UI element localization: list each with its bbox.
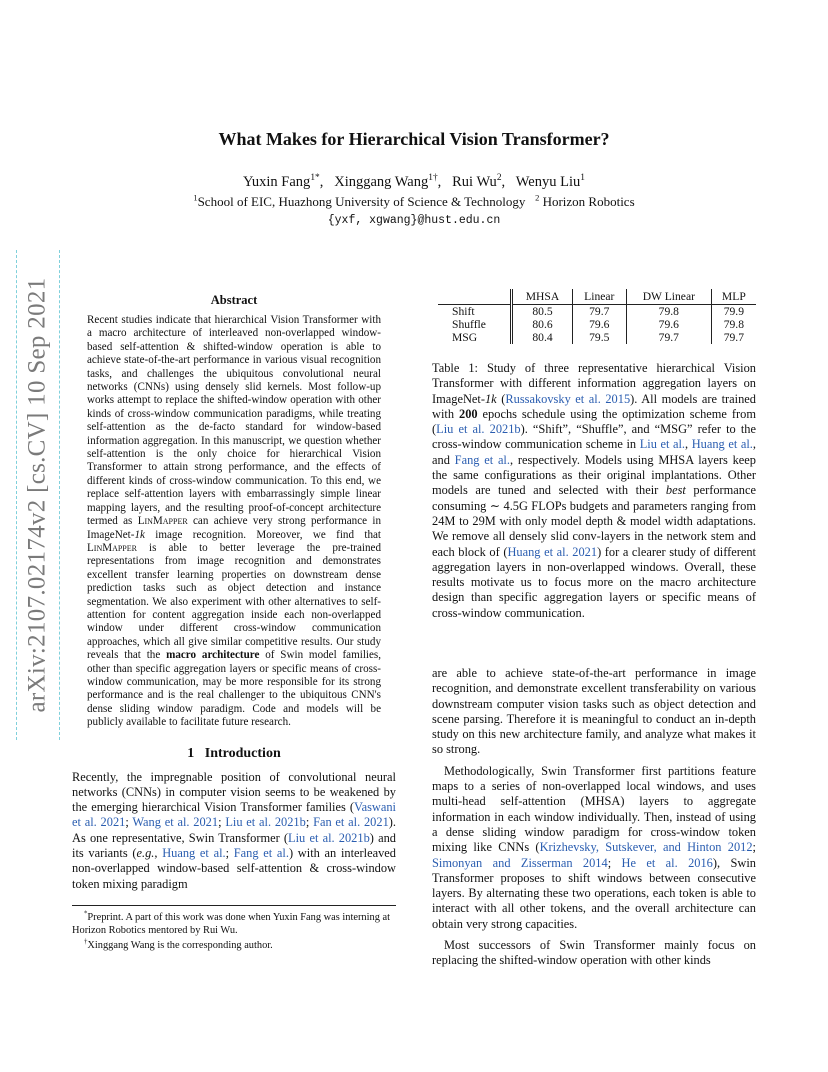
author-name: Yuxin Fang <box>243 174 311 190</box>
citation-link[interactable]: Liu et al. 2021b <box>225 815 306 830</box>
text: ; <box>125 815 133 830</box>
table-cell: 79.8 <box>626 305 711 319</box>
text: ), Swin Transformer proposes to shift windows between consecutive layers. By alternating these two operations, each token is able to interact with all other tokens, and the overall architecture can obtain very strong capacities. <box>432 855 756 931</box>
affiliation-1: School of EIC, Huazhong University of Science & Technology <box>197 194 526 209</box>
abstract-part: can achieve very strong performance in ImageNet- <box>87 515 381 541</box>
text: to <box>455 513 473 528</box>
body-paragraph: are able to achieve state-of-the-art performance in image recognition, and demonstrate excellent transferability on various downstream computer vision tasks such as object detection and scene parsing. Therefore it is meaningful to conduct an in-depth study on this new architecture family, and analyze what makes it so strong. <box>432 666 756 757</box>
paper-title: What Makes for Hierarchical Vision Transformer? <box>218 129 610 149</box>
section-heading <box>72 746 396 762</box>
citation-link[interactable]: Liu et al. 2021b <box>288 830 370 845</box>
author-mark: 2 <box>496 173 502 184</box>
table-header-cell: MHSA <box>512 289 572 305</box>
footnote-mark: † <box>84 938 88 946</box>
text: Methodologically, Swin Transformer first partitions feature maps to a series of non-overlapped local windows, and uses multi-head self-attention (MHSA) layers to aggregate information in each window individually. Then, instead of using a dense sliding window paradigm for cross-window token mixing like CNNs ( <box>432 763 756 855</box>
footnote-1 <box>72 911 396 937</box>
author-mark: 1* <box>310 173 320 184</box>
text: ; <box>225 846 234 861</box>
citation-link[interactable]: Huang et al. <box>162 846 226 861</box>
math-k: 1k <box>484 391 497 406</box>
citation-link[interactable]: Huang et al. <box>691 437 753 452</box>
text: ( <box>496 391 506 406</box>
footnote-2 <box>72 939 396 952</box>
arxiv-stamp-text: arXiv:2107.02174v2 [cs.CV] 10 Sep 2021 <box>23 277 51 713</box>
intro-paragraph <box>72 770 396 892</box>
citation-link[interactable]: Fang et al. <box>233 846 289 861</box>
table-row-label: Shift <box>438 305 512 319</box>
text: ) with an interleaved non-overlapped window-based self-attention & cross-window token mixing paradigm <box>72 846 396 891</box>
text: ; <box>752 840 756 855</box>
table-header-cell <box>438 289 512 305</box>
table-header-cell: MLP <box>711 289 756 305</box>
abstract-bold: macro architecture <box>166 649 260 662</box>
affil-mark: 1 <box>193 192 198 203</box>
math-params: 29M <box>472 513 496 528</box>
table-header-row <box>438 289 756 305</box>
text: with only model depth & model width adaptations. We remove all densely slid conv-layers in the network stem and each block of ( <box>432 513 756 559</box>
abstract-heading: Abstract <box>210 293 258 307</box>
left-column <box>72 293 396 892</box>
author-name: Xinggang Wang <box>334 174 429 190</box>
table-cell: 79.5 <box>572 331 626 344</box>
citation-link[interactable]: Simonyan and Zisserman 2014 <box>432 855 608 870</box>
text: epochs schedule using the optimization scheme from ( <box>432 406 756 437</box>
abstract-text <box>87 314 381 730</box>
text: FLOPs budgets and parameters ranging from <box>527 498 756 513</box>
table-row <box>438 305 756 319</box>
table-cell: 80.6 <box>512 318 572 331</box>
results-table <box>438 289 756 344</box>
text: , respectively. Models using MHSA layers keep the same configurations as their original implantations. Other models are tuned and selected with their <box>432 452 756 498</box>
author-email: {yxf, xgwang}@hust.edu.cn <box>327 214 501 227</box>
affiliation-2: Horizon Robotics <box>542 194 635 209</box>
affil-mark: 2 <box>535 192 540 203</box>
affiliations <box>0 194 828 210</box>
text: , and <box>432 437 756 467</box>
citation-link[interactable]: He et al. 2016 <box>621 855 713 870</box>
text: ; <box>607 855 622 870</box>
text: ; <box>218 815 226 830</box>
footnote-text: Preprint. A part of this work was done when Yuxin Fang was interning at Horizon Robotics mentored by Rui Wu. <box>72 912 391 936</box>
citation-link[interactable]: Liu et al. 2021b <box>436 422 521 437</box>
abstract-part: Recent studies indicate that hierarchical Vision Transformer with a macro architecture of interleaved non-overlapped window-based self-attention & shifted-window operation is able to achieve state-of-the-art performance in various visual recognition tasks, and challenges the ubiquitous convolutional neural networks (CNNs) using densely slid kernels. Most follow-up works attempt to replace the shifted-window operation with other kinds of cross-window communication paradigms, while treating self-attention as the de-facto standard for window-based information aggregation. In this manuscript, we question whether self-attention is the only choice for hierarchical Vision Transformer to attain strong performance, and the effects of different kinds of cross-window communication. To this end, we replace self-attention layers with embarrassingly simple linear mapping layers, and the resulting proof-of-concept architecture termed as <box>87 314 381 528</box>
footnote-mark: * <box>84 910 88 918</box>
table-cell: 79.6 <box>572 318 626 331</box>
arxiv-stamp <box>22 250 52 740</box>
footnote-text: Xinggang Wang is the corresponding author. <box>87 940 273 951</box>
footnotes <box>72 905 396 952</box>
math-params: 24M <box>432 513 456 528</box>
body-paragraph: Most successors of Swin Transformer mainly focus on replacing the shifted-window operation with other kinds <box>432 938 756 968</box>
method-name: LinMapper <box>87 541 137 554</box>
table-row-label: Shuffle <box>438 318 512 331</box>
section-number: 1 <box>187 745 195 761</box>
abstract-part: of Swin model families, other than specific aggregation layers or specific means of cross-window communication, may be more responsible for its strong performance and is the real challenger to the ubiquitous CNN's dense sliding window paradigm. Code and models will be publicly available to facilitate future research. <box>87 649 382 729</box>
right-body <box>432 666 756 969</box>
citation-link[interactable]: Wang et al. 2021 <box>132 815 219 830</box>
text: Table 1: Study of three representative hierarchical Vision Transformer with different information aggregation layers on ImageNet- <box>432 361 756 406</box>
abstract-part: is able to better leverage the pre-trained representations from image recognition and demonstrates excellent transfer learning properties on downstream dense prediction tasks such as object detection and instance segmentation. We also experiment with other alternatives to self-attention for content aggregation inside each non-overlapped window under different cross-window communication approaches, which all give similar competitive results. Our study reveals that the <box>87 541 381 662</box>
table-cell: 79.9 <box>723 305 744 318</box>
table-cell: 79.7 <box>723 331 744 344</box>
text: , <box>154 846 163 861</box>
author-name: Wenyu Liu <box>515 174 581 190</box>
text: ). As one representative, Swin Transformer ( <box>72 815 396 845</box>
text: ). “Shift”, “Shuffle”, and “MSG” refer to the cross-window communication scheme in <box>432 422 756 452</box>
author-name: Rui Wu <box>452 174 497 190</box>
table-cell: 79.7 <box>572 305 626 319</box>
text: ) and its variants ( <box>72 830 396 861</box>
method-name: LinMapper <box>137 515 188 528</box>
math-k: 1k <box>134 528 145 541</box>
citation-link[interactable]: Huang et al. 2021 <box>507 544 598 559</box>
author-mark: 1† <box>428 173 438 184</box>
table-cell: 79.6 <box>626 318 711 331</box>
author-list: Yuxin Fang$^{1*}$, Xinggang Wang$^{1\dagger}$, Rui Wu$^2$, Wenyu Liu$^1$ <box>243 173 585 190</box>
right-column <box>432 289 756 633</box>
table-caption <box>432 361 756 621</box>
table-row <box>438 331 756 344</box>
section-title: Introduction <box>204 745 281 761</box>
text: Recently, the impregnable position of convolutional neural networks (CNNs) in computer vision seems to be weakened by the emerging hierarchical Vision Transformer families ( <box>72 769 396 815</box>
table-cell: 80.4 <box>512 331 572 344</box>
text: performance consuming <box>432 483 757 513</box>
table-cell: 80.5 <box>512 305 572 319</box>
text: ; <box>305 815 314 830</box>
abstract-part: image recognition. Moreover, we find that <box>144 528 381 541</box>
body-paragraph <box>432 764 756 932</box>
text-italic: best <box>665 483 686 498</box>
table-header-cell: Linear <box>572 289 626 305</box>
citation-link[interactable]: Fang et al. <box>454 452 510 467</box>
citation-link[interactable]: Vaswani et al. 2021 <box>72 800 396 830</box>
author-mark: 1 <box>580 173 585 184</box>
table-row-label: MSG <box>438 331 512 344</box>
math-flops: ∼ 4.5G <box>489 498 528 513</box>
text: ) for a clearer study of different aggregation layers in non-overlapped windows. Overall, these results motivate us to focus more on the macro architecture design than specific aggregation layers or specific means of cross-window communication. <box>432 544 757 620</box>
text-italic: e.g. <box>136 846 155 861</box>
text-bold: 200 <box>459 406 478 421</box>
table-row <box>438 318 756 331</box>
text: ). All models are trained with <box>432 391 756 421</box>
citation-link[interactable]: Russakovsky et al. 2015 <box>505 391 631 406</box>
table-header-cell: DW Linear <box>626 289 711 305</box>
table-cell: 79.7 <box>626 331 711 344</box>
table-cell: 79.8 <box>723 318 744 331</box>
citation-link[interactable]: Krizhevsky, Sutskever, and Hinton 2012 <box>539 840 753 855</box>
text: , <box>685 437 692 452</box>
citation-link[interactable]: Liu et al. <box>639 437 686 452</box>
citation-link[interactable]: Fan et al. 2021 <box>313 815 389 830</box>
